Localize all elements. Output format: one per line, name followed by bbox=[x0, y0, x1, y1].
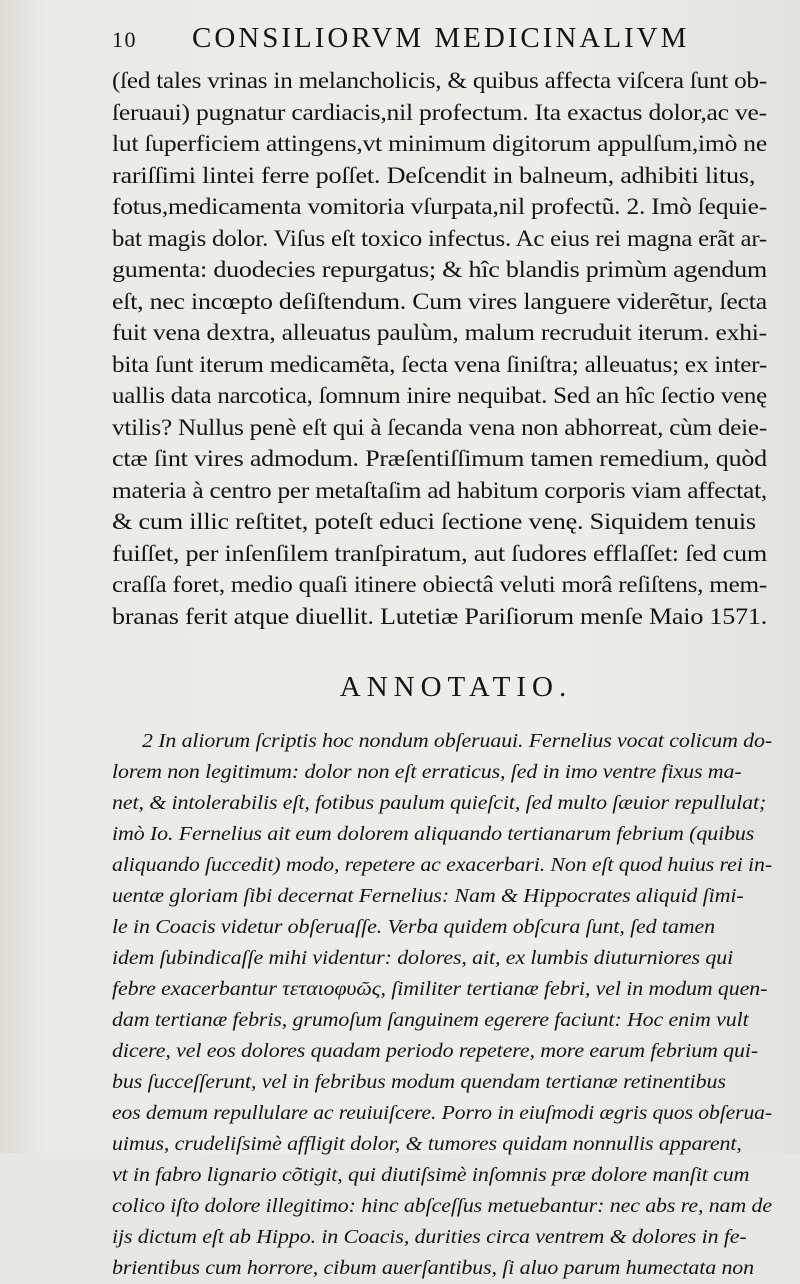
annotation-line: 2 In aliorum ſcriptis hoc nondum obſeruaui. Fernelius vocat colicum do- bbox=[142, 731, 772, 752]
annotation-line: dicere, vel eos dolores quadam periodo repetere, more earum febrium qui- bbox=[112, 1041, 759, 1062]
page-header bbox=[112, 22, 770, 66]
text-line: ſeruaui) pugnatur cardiacis,nil profectum. Ita exactus dolor,ac ve- bbox=[112, 99, 767, 126]
text-line: branas ferit atque diuellit. Lutetiæ Pariſiorum menſe Maio 1571. bbox=[112, 603, 767, 630]
annotation-line: net, & intolerabilis eſt, fotibus paulum quieſcit, ſed multo ſæuior repullulat; bbox=[112, 793, 767, 814]
text-line: bita ſunt iterum medicamẽta, ſecta vena ſiniſtra; alleuatus; ex inter- bbox=[112, 351, 767, 378]
text-line: vtilis? Nullus penè eſt qui à ſecanda vena non abhorreat, cùm deie- bbox=[112, 414, 767, 441]
main-text bbox=[112, 66, 770, 633]
annotation-line: brientibus cum horrore, cibum auerſantibus, ſi aluo parum humectata non bbox=[112, 1258, 755, 1279]
running-head: CONSILIORVM MEDICINALIVM bbox=[192, 22, 690, 54]
text-line: (ſed tales vrinas in melancholicis, & quibus affecta viſcera ſunt ob- bbox=[112, 68, 767, 94]
annotation-line: uentæ gloriam ſibi decernat Fernelius: Nam & Hippocrates aliquid ſimi- bbox=[112, 886, 744, 907]
annotation-line: aliquando ſuccedit) modo, repetere ac exacerbari. Non eſt quod huius rei in- bbox=[112, 855, 773, 876]
annotation-line: imò Io. Fernelius ait eum dolorem aliquando tertianarum febrium (quibus bbox=[112, 824, 755, 845]
annotation-line: febre exacerbantur τεταιοφυῶς, ſimiliter tertianæ febri, vel in modum quen- bbox=[112, 979, 768, 1000]
page-number: 10 bbox=[112, 27, 137, 52]
text-line: fotus,medicamenta vomitoria vſurpata,nil profectũ. 2. Imò ſequie- bbox=[112, 194, 768, 220]
annotation-heading: ANNOTATIO. bbox=[339, 671, 573, 703]
annotation-line: ijs dictum eſt ab Hippo. in Coacis, durities circa ventrem & dolores in fe- bbox=[112, 1227, 747, 1248]
annotation-line: colico iſto dolore illegitimo: hinc abſceſſus metuebantur: nec abs re, nam de bbox=[112, 1196, 772, 1217]
text-line: fuit vena dextra, alleuatus paulùm, malum recruduit iterum. exhi- bbox=[112, 320, 767, 346]
annotation-line: dam tertianæ febris, grumoſum ſanguinem egerere faciunt: Hoc enim vult bbox=[112, 1010, 749, 1031]
annotation-line: bus ſucceſſerunt, vel in febribus modum quendam tertianæ retinentibus bbox=[112, 1072, 726, 1093]
text-line: ctæ ſint vires admodum. Præſentiſſimum tamen remedium, quòd bbox=[112, 446, 768, 472]
annotation-text bbox=[112, 726, 773, 1284]
text-line: fuiſſet, per inſenſilem tranſpiratum, aut ſudores efflaſſet: ſed cum bbox=[112, 540, 767, 567]
text-line: materia à centro per metaſtaſim ad habitum corporis viam affectat, bbox=[112, 477, 767, 504]
text-line: gumenta: duodecies repurgatus; & hîc blandis primùm agendum bbox=[112, 257, 767, 283]
annotation-line: uimus, crudeliſsimè affligit dolor, & tumores quidam nonnullis apparent, bbox=[112, 1134, 742, 1155]
text-line: bat magis dolor. Viſus eſt toxico infectus. Ac eius rei magna erãt ar- bbox=[112, 225, 767, 252]
annotation-line: le in Coacis videtur obſeruaſſe. Verba quidem obſcura ſunt, ſed tamen bbox=[112, 917, 715, 938]
text-line: rariſſimi lintei ferre poſſet. Deſcendit in balneum, adhibiti litus, bbox=[112, 162, 756, 189]
annotation-line: vt in fabro lignario cõtigit, qui diutiſsimè inſomnis præ dolore manſit cum bbox=[112, 1165, 750, 1186]
text-line: craſſa foret, medio quaſi itinere obiectâ veluti morâ reſiſtens, mem- bbox=[112, 572, 767, 598]
annotation-line: eos demum repullulare ac reuiuiſcere. Porro in eiuſmodi ægris quos obſerua- bbox=[112, 1103, 772, 1124]
annotation-line: idem ſubindicaſſe mihi videntur: dolores, ait, ex lumbis diuturniores qui bbox=[112, 948, 734, 969]
annotation-line: lorem non legitimum: dolor non eſt erraticus, ſed in imo ventre fixus ma- bbox=[112, 762, 742, 783]
text-line: uallis data narcotica, ſomnum inire nequibat. Sed an hîc ſectio venę bbox=[112, 383, 767, 409]
text-line: lut ſuperficiem attingens,vt minimum digitorum appulſum,imò ne bbox=[112, 131, 767, 157]
text-line: eſt, nec incœpto deſiſtendum. Cum vires languere viderẽtur, ſecta bbox=[112, 288, 767, 315]
text-line: & cum illic reſtitet, poteſt educi ſectione venę. Siquidem tenuis bbox=[112, 509, 756, 535]
